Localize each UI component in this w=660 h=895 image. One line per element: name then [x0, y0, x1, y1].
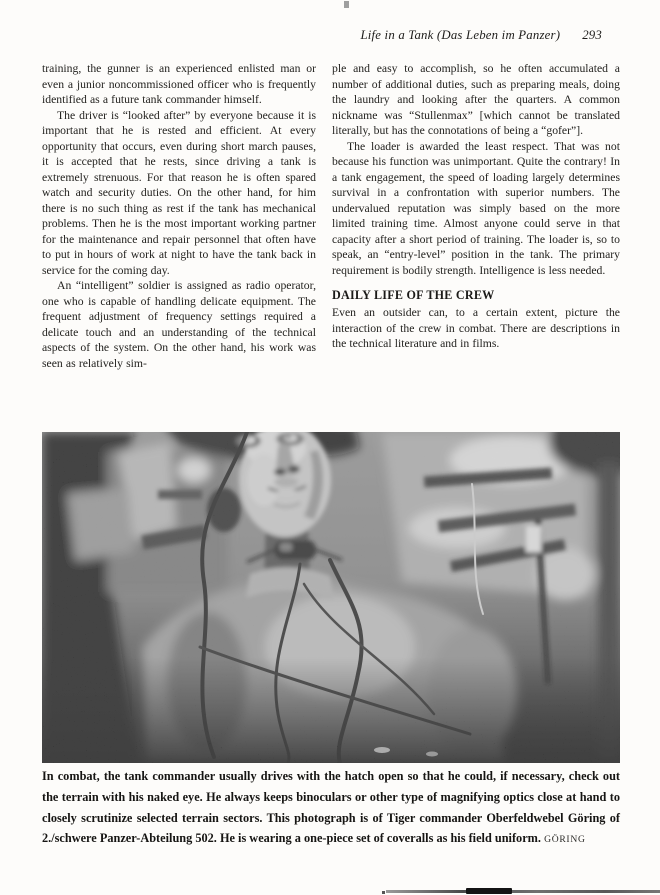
scan-artifact-line — [386, 890, 660, 893]
section-heading: DAILY LIFE OF THE CREW — [332, 288, 495, 302]
running-head — [360, 28, 602, 43]
photo-caption — [42, 766, 620, 851]
caption-text: In combat, the tank commander usually drives with the hatch open so that he could, if necessary, check out the terrain with his naked eye. He always keeps binoculars or other type of magnifying optics close at hand to closely scrutinize selected terrain sectors. This photograph is of Tiger commander Oberfeldwebel Göring of 2./schwere Panzer-Abteilung 502. He is wearing a one-piece set of coveralls as his field uniform. — [42, 769, 620, 846]
body-paragraph: The loader is awarded the least respect. That was not because his function was unimportant. Quite the contrary! In a tank engagement, the speed of loading largely determines survival in a confrontation with superior numbers. The undervalued reputation was simply based on the more limited training time. Almost anyone could serve in that capacity after a short period of training. The loader is, so to speak, an “entry-level” position in the tank. The primary requirement is bodily strength. Intelligence is less needed. — [332, 139, 620, 277]
scan-speck — [344, 1, 349, 8]
photo-credit: GÖRING — [544, 834, 586, 846]
body-paragraph: An “intelligent” soldier is assigned as radio operator, one who is capable of handling delicate equipment. The frequent adjustment of frequency settings required a delicate touch and an understanding of the technical aspects of the system. On the other hand, his work was seen as relatively sim- — [42, 279, 316, 370]
body-paragraph: The driver is “looked after” by everyone because it is important that he is rested and efficient. At every opportunity that occurs, even during short march pauses, it is accepted that he rests, since driving a tank is extremely strenuous. For that reason he is often spared watch and security duties. On the other hand, for him there is no such thing as rest if the tank has mechanical problems. Then he is the most important working partner for the maintenance and repair personnel that often have to put in hours of work at night to have the tank back in service for the coming day. — [42, 108, 316, 277]
right-column — [332, 61, 620, 431]
scan-artifact-bar — [386, 887, 660, 895]
tank-interior-photo — [42, 432, 620, 763]
scan-artifact-dot — [382, 891, 385, 894]
page-number: 293 — [582, 28, 602, 42]
body-paragraph: ple and easy to accomplish, so he often accumulated a number of additional duties, such as preparing meals, doing the laundry and looking after the quarters. A common nickname was “Stullenmax” [which cannot be translated literally, but has the connotations of being a “gofer”]. — [332, 62, 620, 137]
two-column-text — [42, 61, 620, 431]
photo-figure — [42, 432, 620, 763]
scan-artifact-segment — [466, 888, 512, 894]
left-column — [42, 61, 316, 431]
chapter-title: Life in a Tank (Das Leben im Panzer) — [360, 28, 561, 42]
body-paragraph: Even an outsider can, to a certain extent, picture the interaction of the crew in combat. There are descriptions in the technical literature and in films. — [332, 306, 620, 350]
body-paragraph: training, the gunner is an experienced enlisted man or even a junior noncommissioned officer who is frequently identified as a future tank commander himself. — [42, 62, 316, 106]
